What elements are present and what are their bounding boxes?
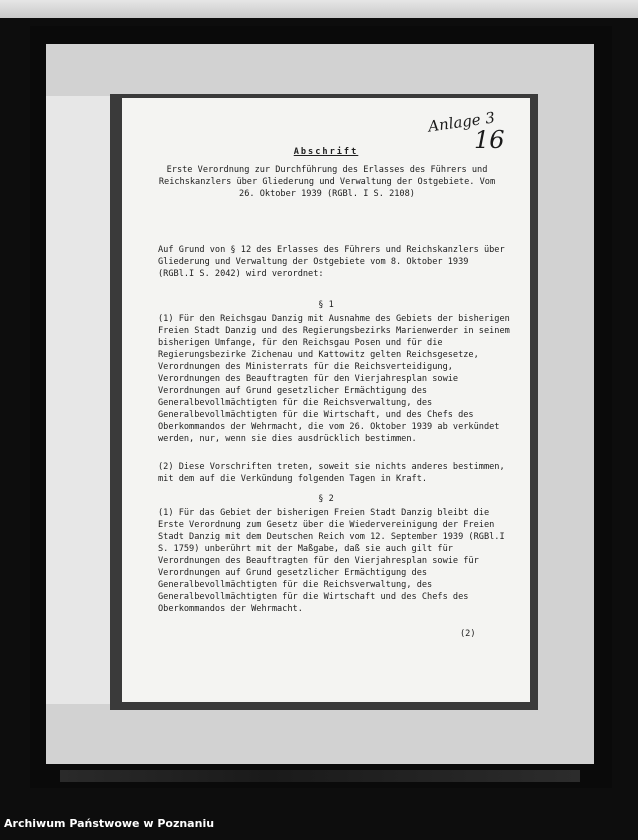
intro-paragraph: Auf Grund von § 12 des Erlasses des Führers und Reichskanzlers über Gliederung und Verwaltung der Ostgebiete vom 8. Oktober 1939 (RGBl.I S. 2042) wird verordnet: (158, 245, 505, 279)
section-2-paragraph-1: (1) Für das Gebiet der bisherigen Freien Stadt Danzig bleibt die Erste Verordnung zum Gesetz über die Wiedervereinigung der Freien Stadt Danzig mit dem Deutschen Reich vom 12. September 1939 (RGBl.I S. 1759) unberührt mit der Maßgabe, daß sie auch gilt für Verordnungen des Beauftragten für den Vierjahresplan sowie für Verordnungen auf Grund gesetzlicher Ermächtigung des Generalbevollmächtigten für die Reichsverwaltung, des Generalbevollmächtigten für die Wirtschaft und des Chefs des Oberkommandos der Wehrmacht. (158, 508, 505, 614)
top-film-strip (0, 0, 638, 18)
section-1-paragraph-1: (1) Für den Reichsgau Danzig mit Ausnahme des Gebiets der bisherigen Freien Stadt Danzig und des Regierungsbezirks Marienwerder in seinem bisherigen Umfange, für den Reichsgau Posen und für die Regierungsbezirke Zichenau und Kattowitz gelten Reichsgesetze, Verordnungen des Ministerrats für die Reichsverteidigung, Verordnungen des Beauftragten für den Vierjahresplan sowie Verordnungen auf Grund gesetzlicher Ermächtigung des Generalbevollmächtigten für die Reichsverwaltung, des Generalbevollmächtigten für die Wirtschaft, und des Chefs des Oberkommandos der Wehrmacht, die vom 26. Oktober 1939 ab verkündet werden, nur, wenn sie dies ausdrücklich bestimmen. (158, 314, 510, 444)
section-1-paragraph-2: (2) Diese Vorschriften treten, soweit sie nichts anderes bestimmen, mit dem auf die Verkündung folgenden Tagen in Kraft. (158, 462, 505, 484)
handwritten-page-number: 16 (474, 126, 505, 154)
film-footer-strip (60, 770, 580, 782)
section-2-mark: § 2 (318, 494, 334, 504)
section-1-mark: § 1 (318, 300, 334, 310)
handwritten-note: Anlage 3 (427, 108, 496, 136)
document-title: Abschrift (293, 147, 359, 157)
archive-label: Archiwum Państwowe w Poznaniu (4, 817, 215, 830)
page-continuation-marker: (2) (460, 629, 476, 639)
document-page (122, 98, 530, 702)
document-heading: Erste Verordnung zur Durchführung des Erlasses des Führers und Reichskanzlers über Gliederung und Verwaltung der Ostgebiete. Vom 26. Oktober 1939 (RGBl. I S. 2108) (158, 165, 496, 199)
